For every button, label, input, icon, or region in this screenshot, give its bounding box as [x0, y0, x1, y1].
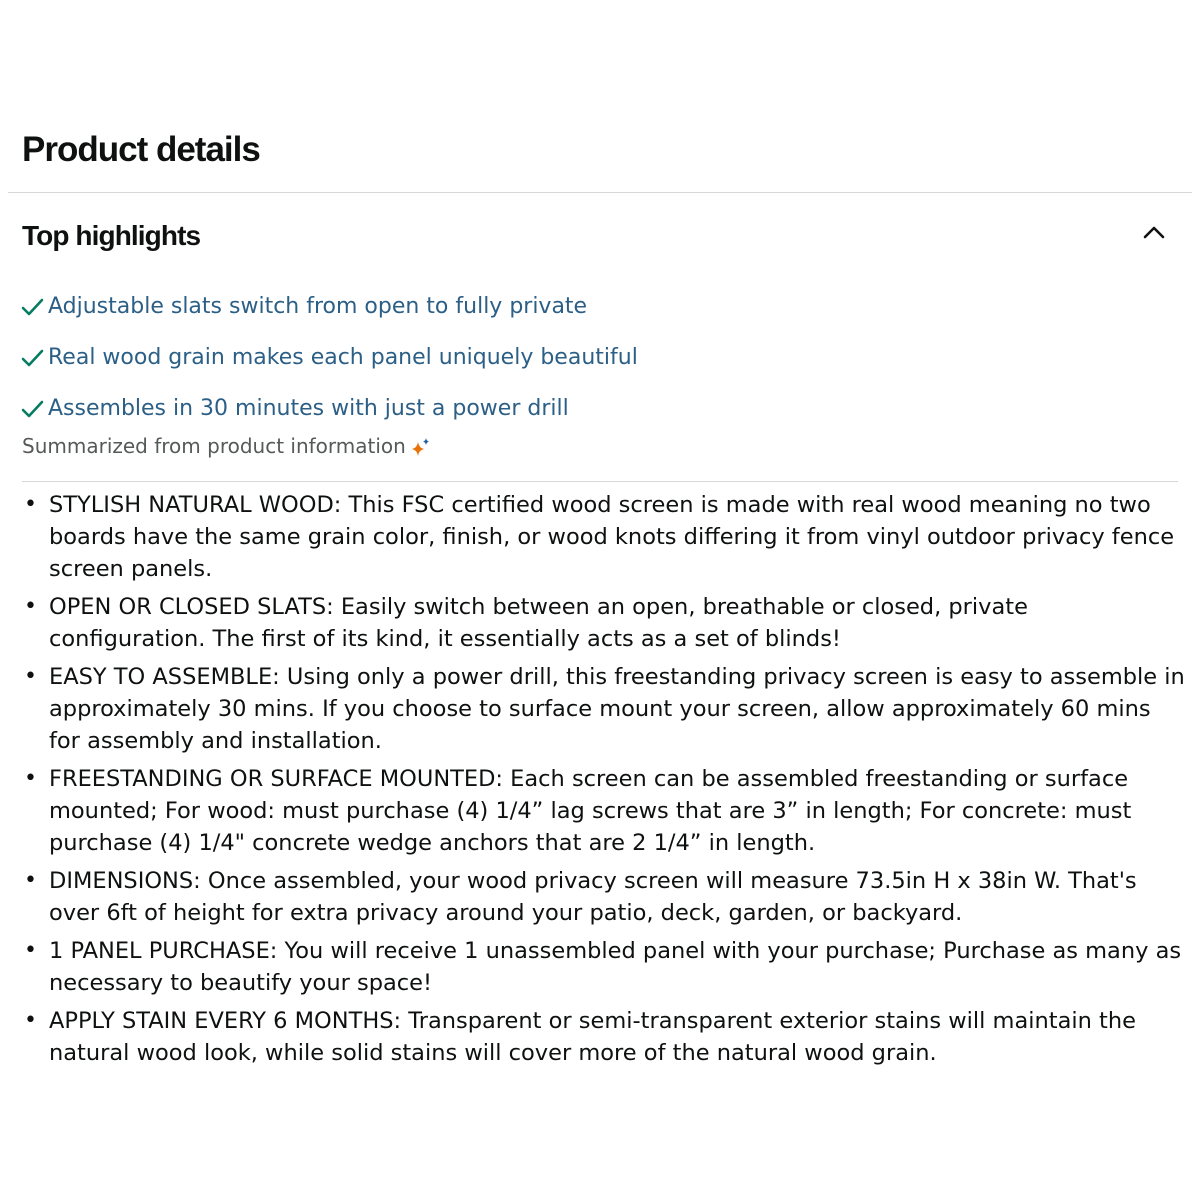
- summary-note: [22, 434, 432, 458]
- title-divider: [8, 192, 1192, 193]
- highlight-item: [20, 383, 638, 434]
- checkmark-icon: [20, 397, 46, 421]
- highlight-text: Real wood grain makes each panel uniquely beautiful: [48, 345, 638, 370]
- feature-text: FREESTANDING OR SURFACE MOUNTED: Each screen can be assembled freestanding or surface mounted; For wood: must purchase (4) 1/4” lag screws that are 3” in length; For concrete: must purchase (4) 1/4" concrete wedge anchors that are 2 1/4” in length.: [49, 766, 1132, 856]
- feature-bullet: [22, 763, 1186, 859]
- bullet-dot: •: [24, 938, 37, 963]
- ai-sparkle-icon: [410, 436, 432, 458]
- page-title: Product details: [22, 130, 260, 169]
- feature-bullet: [22, 935, 1186, 999]
- feature-text: APPLY STAIN EVERY 6 MONTHS: Transparent or semi-transparent exterior stains will maintain the natural wood look, while solid stains will cover more of the natural wood grain.: [49, 1008, 1136, 1066]
- summary-note-text: Summarized from product information: [22, 434, 406, 458]
- feature-text: EASY TO ASSEMBLE: Using only a power drill, this freestanding privacy screen is easy to assemble in approximately 30 mins. If you choose to surface mount your screen, allow approximately 60 mins for assembly and installation.: [49, 664, 1185, 754]
- feature-text: DIMENSIONS: Once assembled, your wood privacy screen will measure 73.5in H x 38in W. That's over 6ft of height for extra privacy around your patio, deck, garden, or backyard.: [49, 868, 1137, 926]
- feature-bullet: [22, 661, 1186, 757]
- bullet-dot: •: [24, 868, 37, 893]
- highlight-item: [20, 332, 638, 383]
- bullet-dot: •: [24, 766, 37, 791]
- feature-text: 1 PANEL PURCHASE: You will receive 1 unassembled panel with your purchase; Purchase as many as necessary to beautify your space!: [49, 938, 1182, 996]
- feature-bullets: [22, 489, 1186, 1075]
- chevron-up-icon[interactable]: [1138, 216, 1170, 248]
- feature-text: OPEN OR CLOSED SLATS: Easily switch between an open, breathable or closed, private configuration. The first of its kind, it essentially acts as a set of blinds!: [49, 594, 1028, 652]
- bullet-dot: •: [24, 594, 37, 619]
- section-title-top-highlights: Top highlights: [22, 220, 201, 251]
- bullet-dot: •: [24, 1008, 37, 1033]
- feature-text: STYLISH NATURAL WOOD: This FSC certified wood screen is made with real wood meaning no two boards have the same grain color, finish, or wood knots differing it from vinyl outdoor privacy fence screen panels.: [49, 492, 1175, 582]
- highlight-item: [20, 281, 638, 332]
- bullet-dot: •: [24, 664, 37, 689]
- bullet-dot: •: [24, 492, 37, 517]
- feature-bullet: [22, 1005, 1186, 1069]
- highlights-list: [20, 281, 638, 434]
- checkmark-icon: [20, 346, 46, 370]
- highlight-text: Adjustable slats switch from open to fully private: [48, 294, 588, 319]
- feature-bullet: [22, 591, 1186, 655]
- feature-bullet: [22, 489, 1186, 585]
- summary-divider: [22, 481, 1178, 482]
- feature-bullet: [22, 865, 1186, 929]
- checkmark-icon: [20, 295, 46, 319]
- highlight-text: Assembles in 30 minutes with just a power drill: [48, 396, 569, 421]
